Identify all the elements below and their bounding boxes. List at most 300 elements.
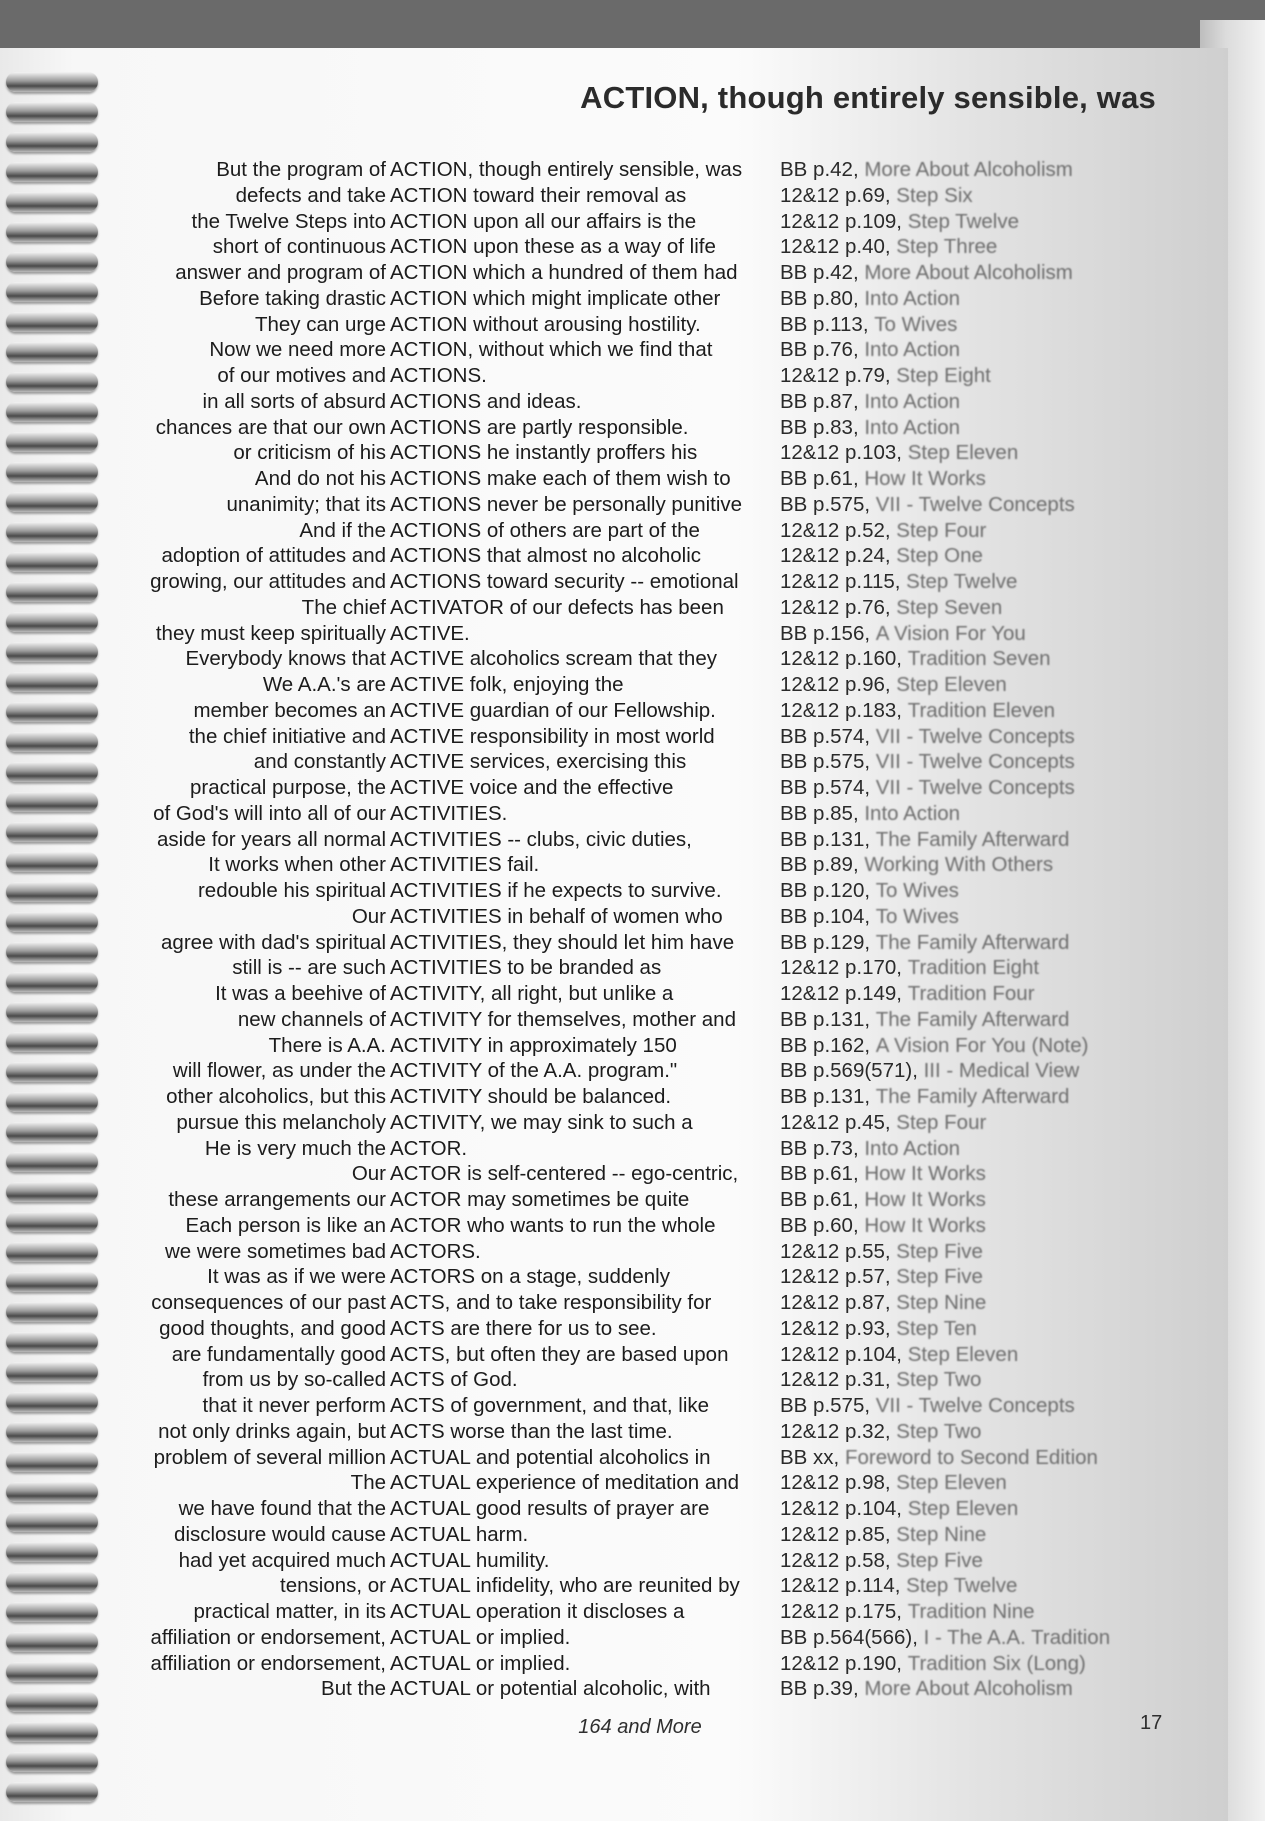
concordance-row	[128, 724, 1120, 750]
context-before: Our	[351, 904, 386, 928]
context-before: tensions, or	[280, 1574, 386, 1598]
source-chapter: Step Six	[896, 183, 973, 207]
source-chapter: A Vision For You (Note)	[875, 1033, 1089, 1057]
source-chapter: VII - Twelve Concepts	[875, 1394, 1075, 1417]
source-chapter: VII - Twelve Concepts	[875, 776, 1075, 799]
keyword-context: ACTIVITIES in behalf of women who	[390, 904, 723, 928]
source-page: 12&12 p.76,	[780, 595, 891, 619]
concordance-row	[128, 1651, 1120, 1677]
source-chapter: Into Action	[864, 338, 961, 362]
binding-coil	[6, 882, 98, 902]
concordance-row	[128, 1136, 1120, 1162]
source-page: 12&12 p.103,	[780, 441, 902, 465]
source-page: 12&12 p.55,	[780, 1239, 891, 1263]
source-chapter: Step Twelve	[906, 570, 1018, 593]
source-page: 12&12 p.57,	[780, 1265, 891, 1289]
binding-coil	[6, 822, 98, 842]
source-reference	[780, 955, 1120, 981]
concordance-row	[128, 1393, 1120, 1419]
concordance-row	[128, 595, 1120, 621]
source-page: 12&12 p.190,	[780, 1651, 902, 1675]
binding-coil	[6, 1662, 98, 1682]
concordance-row	[128, 1496, 1120, 1522]
context-before: disclosure would cause	[174, 1522, 386, 1546]
context-before: The	[350, 1471, 386, 1495]
source-chapter: Into Action	[864, 286, 961, 310]
source-page: BB p.129,	[780, 930, 871, 954]
binding-coil	[6, 1182, 98, 1202]
binding-coil	[6, 1002, 98, 1022]
source-reference	[780, 363, 1120, 389]
source-chapter: How It Works	[864, 467, 986, 490]
context-before: It was a beehive of	[215, 982, 386, 1005]
source-page: 12&12 p.109,	[780, 209, 902, 233]
source-chapter: Tradition Eleven	[907, 698, 1056, 722]
context-before: from us by so-called	[202, 1368, 386, 1392]
source-page: BB p.60,	[780, 1213, 859, 1237]
context-before: good thoughts, and good	[159, 1316, 386, 1340]
binding-coil	[6, 1032, 98, 1052]
concordance-row	[128, 1342, 1120, 1368]
keyword-context: ACTIVE voice and the effective	[390, 776, 674, 799]
keyword-context: ACTIONS.	[390, 364, 487, 387]
context-before: short of continuous	[212, 235, 386, 259]
keyword-context: ACTIVE alcoholics scream that they	[390, 647, 717, 671]
concordance-row	[128, 1161, 1120, 1187]
source-page: BB p.156,	[780, 621, 871, 645]
source-chapter: How It Works	[864, 1213, 986, 1237]
context-before: practical matter, in its	[193, 1600, 386, 1623]
binding-coil	[6, 492, 98, 512]
concordance-row	[128, 1213, 1120, 1239]
concordance-row	[128, 260, 1120, 286]
context-before: in all sorts of absurd	[202, 389, 386, 413]
source-reference	[780, 415, 1120, 441]
source-page: BB p.61,	[780, 1162, 859, 1186]
binding-coil	[6, 582, 98, 602]
concordance-row	[128, 621, 1120, 647]
source-reference	[780, 621, 1120, 647]
source-chapter: Step Eleven	[896, 1471, 1007, 1495]
context-before: It was as if we were	[207, 1265, 386, 1289]
source-page: 12&12 p.104,	[780, 1497, 902, 1520]
source-page: BB p.73,	[780, 1136, 859, 1160]
source-chapter: Tradition Six (Long)	[907, 1651, 1086, 1675]
concordance-row	[128, 389, 1120, 415]
binding-coil	[6, 1512, 98, 1532]
context-before: pursue this melancholy	[176, 1110, 386, 1134]
binding-coil	[6, 1302, 98, 1322]
concordance-row	[128, 1470, 1120, 1496]
concordance-row	[128, 1548, 1120, 1574]
source-chapter: Step Nine	[896, 1291, 987, 1314]
source-reference	[780, 1033, 1120, 1059]
keyword-context: ACTION upon all our affairs is the	[390, 209, 697, 233]
keyword-context: ACTORS on a stage, suddenly	[390, 1265, 670, 1289]
binding-coil	[6, 1482, 98, 1502]
concordance-row	[128, 1419, 1120, 1445]
keyword-context: ACTIVITIES.	[390, 801, 508, 825]
binding-coil	[6, 1752, 98, 1772]
concordance-row	[128, 466, 1120, 492]
keyword-context: ACTION, though entirely sensible, was	[390, 158, 743, 181]
concordance-row	[128, 801, 1120, 827]
concordance-list	[128, 157, 1120, 1702]
source-chapter: More About Alcoholism	[864, 261, 1073, 284]
source-chapter: Step Three	[896, 235, 998, 259]
keyword-context: ACTUAL operation it discloses a	[390, 1600, 685, 1623]
source-reference	[780, 1573, 1120, 1599]
source-page: 12&12 p.98,	[780, 1471, 891, 1495]
binding-coil	[6, 1572, 98, 1592]
context-before: will flower, as under the	[172, 1059, 386, 1083]
context-before: not only drinks again, but	[158, 1419, 386, 1443]
context-before: It works when other	[208, 853, 386, 877]
source-page: BB p.42,	[780, 158, 859, 181]
source-chapter: Step Twelve	[906, 1574, 1018, 1598]
binding-coil	[6, 642, 98, 662]
concordance-row	[128, 492, 1120, 518]
binding-coil	[6, 972, 98, 992]
source-page: BB p.85,	[780, 801, 859, 825]
source-chapter: Step Four	[896, 518, 987, 542]
keyword-context: ACTIONS that almost no alcoholic	[390, 544, 702, 568]
source-chapter: A Vision For You	[875, 621, 1026, 645]
concordance-row	[128, 1290, 1120, 1316]
source-page: BB p.575,	[780, 750, 871, 774]
binding-coil	[6, 672, 98, 692]
source-page: BB p.87,	[780, 389, 859, 413]
source-reference	[780, 260, 1120, 286]
concordance-row	[128, 363, 1120, 389]
binding-coil	[6, 1362, 98, 1382]
source-reference	[780, 1522, 1120, 1548]
source-chapter: The Family Afterward	[875, 930, 1070, 954]
binding-coil	[6, 702, 98, 722]
context-before: other alcoholics, but this	[166, 1085, 386, 1108]
keyword-context: ACTIONS toward security -- emotional	[390, 570, 739, 593]
keyword-context: ACTS, but often they are based upon	[390, 1342, 729, 1366]
source-chapter: More About Alcoholism	[864, 1677, 1073, 1701]
keyword-context: ACTUAL experience of meditation and	[390, 1471, 740, 1495]
context-before: consequences of our past	[151, 1291, 386, 1314]
context-before: But the program of	[216, 158, 386, 181]
context-before: He is very much the	[204, 1136, 386, 1160]
source-page: 12&12 p.183,	[780, 698, 902, 722]
keyword-context: ACTORS.	[390, 1239, 481, 1263]
source-chapter: How It Works	[864, 1188, 986, 1211]
concordance-row	[128, 157, 1120, 183]
binding-coil	[6, 342, 98, 362]
source-reference	[780, 492, 1120, 518]
source-reference	[780, 930, 1120, 956]
source-page: 12&12 p.104,	[780, 1342, 902, 1366]
source-page: BB p.120,	[780, 879, 871, 902]
binding-coil	[6, 432, 98, 452]
concordance-row	[128, 1264, 1120, 1290]
binding-coil	[6, 1152, 98, 1172]
source-chapter: The Family Afterward	[875, 827, 1070, 851]
binding-coil	[6, 192, 98, 212]
source-reference	[780, 1651, 1120, 1677]
binding-coil	[6, 72, 98, 92]
context-before: redouble his spiritual	[197, 879, 386, 902]
source-page: BB p.83,	[780, 415, 859, 439]
source-page: BB p.574,	[780, 776, 871, 799]
binding-coil	[6, 1212, 98, 1232]
concordance-row	[128, 672, 1120, 698]
source-reference	[780, 1367, 1120, 1393]
keyword-context: ACTIVITIES -- clubs, civic duties,	[390, 827, 692, 851]
source-reference	[780, 157, 1120, 183]
source-page: BB p.564(566),	[780, 1625, 918, 1649]
keyword-context: ACTUAL harm.	[390, 1522, 529, 1546]
source-chapter: VII - Twelve Concepts	[875, 724, 1075, 748]
source-chapter: To Wives	[875, 904, 959, 928]
keyword-context: ACTION without arousing hostility.	[390, 312, 701, 336]
source-reference	[780, 1676, 1120, 1702]
book-page	[0, 48, 1228, 1821]
context-before: the chief initiative and	[188, 724, 386, 748]
source-reference	[780, 440, 1120, 466]
binding-coil	[6, 252, 98, 272]
source-page: 12&12 p.69,	[780, 183, 891, 207]
source-reference	[780, 234, 1120, 260]
source-page: BB p.575,	[780, 1394, 871, 1417]
keyword-context: ACTS worse than the last time.	[390, 1419, 673, 1443]
concordance-row	[128, 1239, 1120, 1265]
binding-coil	[6, 522, 98, 542]
context-before: these arrangements our	[168, 1188, 386, 1211]
concordance-row	[128, 1676, 1120, 1702]
source-page: 12&12 p.58,	[780, 1548, 891, 1572]
binding-coil	[6, 132, 98, 152]
context-before: Our	[351, 1162, 386, 1186]
concordance-row	[128, 209, 1120, 235]
concordance-row	[128, 1058, 1120, 1084]
source-reference	[780, 827, 1120, 853]
keyword-context: ACTIVITY, we may sink to such a	[390, 1110, 693, 1134]
source-page: BB p.131,	[780, 1085, 871, 1108]
keyword-context: ACTOR may sometimes be quite	[390, 1188, 690, 1211]
keyword-context: ACTIONS he instantly proffers his	[390, 441, 698, 465]
source-chapter: The Family Afterward	[875, 1085, 1070, 1108]
source-chapter: Step Eight	[896, 364, 991, 387]
concordance-row	[128, 1367, 1120, 1393]
context-before: of our motives and	[217, 364, 386, 387]
source-reference	[780, 1007, 1120, 1033]
keyword-context: ACTION which a hundred of them had	[390, 261, 738, 284]
concordance-row	[128, 1599, 1120, 1625]
context-before: or criticism of his	[233, 441, 386, 465]
concordance-row	[128, 1084, 1120, 1110]
binding-coil	[6, 372, 98, 392]
keyword-context: ACTIONS of others are part of the	[390, 518, 700, 542]
concordance-row	[128, 337, 1120, 363]
concordance-row	[128, 1033, 1120, 1059]
keyword-context: ACTIVITY should be balanced.	[390, 1085, 672, 1108]
source-reference	[780, 569, 1120, 595]
source-reference	[780, 801, 1120, 827]
binding-coil	[6, 912, 98, 932]
source-reference	[780, 183, 1120, 209]
source-chapter: III - Medical View	[923, 1059, 1080, 1083]
source-page: 12&12 p.114,	[780, 1574, 901, 1598]
source-chapter: Working With Others	[864, 853, 1054, 877]
binding-coil	[6, 1632, 98, 1652]
keyword-context: ACTIONS are partly responsible.	[390, 415, 689, 439]
keyword-context: ACTIONS and ideas.	[390, 389, 582, 413]
source-reference	[780, 286, 1120, 312]
source-chapter: Into Action	[864, 415, 961, 439]
context-before: adoption of attitudes and	[161, 544, 386, 568]
context-before: growing, our attitudes and	[150, 570, 386, 593]
keyword-context: ACTIVE folk, enjoying the	[390, 673, 624, 696]
context-before: and constantly	[253, 750, 386, 774]
source-reference	[780, 1548, 1120, 1574]
binding-coil	[6, 312, 98, 332]
keyword-context: ACTIVITIES to be branded as	[390, 956, 662, 980]
source-chapter: Tradition Seven	[907, 647, 1051, 671]
source-reference	[780, 1625, 1120, 1651]
keyword-context: ACTOR.	[390, 1136, 468, 1160]
source-reference	[780, 518, 1120, 544]
source-chapter: Step Eleven	[907, 1342, 1019, 1366]
source-chapter: Step Two	[896, 1419, 982, 1443]
source-reference	[780, 543, 1120, 569]
context-before: Each person is like an	[185, 1213, 386, 1237]
context-before: we have found that the	[178, 1497, 386, 1520]
keyword-context: ACTIVITY in approximately 150	[390, 1033, 677, 1057]
context-before: They can urge	[254, 312, 386, 336]
source-page: BB p.104,	[780, 904, 871, 928]
keyword-context: ACTIVE services, exercising this	[390, 750, 687, 774]
source-reference	[780, 1187, 1120, 1213]
concordance-row	[128, 1316, 1120, 1342]
source-reference	[780, 1213, 1120, 1239]
binding-coil	[6, 792, 98, 812]
binding-coil	[6, 102, 98, 122]
source-chapter: Into Action	[864, 1136, 961, 1160]
source-chapter: VII - Twelve Concepts	[875, 750, 1075, 774]
concordance-row	[128, 1187, 1120, 1213]
source-reference	[780, 775, 1120, 801]
source-chapter: Step Five	[896, 1548, 983, 1572]
source-page: BB p.61,	[780, 1188, 859, 1211]
context-before: still is -- are such	[232, 956, 386, 980]
keyword-context: ACTIONS make each of them wish to	[390, 467, 731, 490]
concordance-row	[128, 981, 1120, 1007]
context-before: The chief	[301, 595, 386, 619]
source-chapter: Into Action	[864, 389, 961, 413]
source-chapter: More About Alcoholism	[864, 158, 1073, 181]
source-reference	[780, 1445, 1120, 1471]
keyword-context: ACTIVITIES, they should let him have	[390, 930, 735, 954]
source-page: 12&12 p.52,	[780, 518, 891, 542]
source-reference	[780, 1419, 1120, 1445]
keyword-context: ACTIVE.	[390, 621, 470, 645]
binding-coil	[6, 612, 98, 632]
context-before: Before taking drastic	[199, 286, 386, 310]
concordance-row	[128, 827, 1120, 853]
source-chapter: To Wives	[875, 879, 959, 902]
binding-coil	[6, 1782, 98, 1802]
keyword-context: ACTUAL and potential alcoholics in	[390, 1445, 711, 1469]
source-page: BB p.42,	[780, 261, 859, 284]
binding-coil	[6, 222, 98, 242]
source-reference	[780, 698, 1120, 724]
context-before: answer and program of	[175, 261, 386, 284]
concordance-row	[128, 569, 1120, 595]
context-before: we were sometimes bad	[164, 1239, 386, 1263]
context-before: Now we need more	[209, 338, 386, 362]
keyword-context: ACTIONS never be personally punitive	[390, 492, 743, 516]
context-before: aside for years all normal	[156, 827, 386, 851]
source-chapter: Step Seven	[896, 595, 1003, 619]
source-chapter: The Family Afterward	[875, 1007, 1070, 1031]
source-page: 12&12 p.40,	[780, 235, 891, 259]
keyword-context: ACTION toward their removal as	[390, 183, 687, 207]
source-page: BB p.574,	[780, 724, 871, 748]
source-page: 12&12 p.175,	[780, 1600, 902, 1623]
source-reference	[780, 1599, 1120, 1625]
binding-coil	[6, 762, 98, 782]
keyword-context: ACTUAL infidelity, who are reunited by	[390, 1574, 740, 1598]
source-reference	[780, 1110, 1120, 1136]
source-reference	[780, 1084, 1120, 1110]
source-chapter: Step Five	[896, 1265, 983, 1289]
binding-coil	[6, 1452, 98, 1472]
keyword-context: ACTIVATOR of our defects has been	[390, 595, 724, 619]
binding-coil	[6, 552, 98, 572]
context-before: unanimity; that its	[226, 492, 386, 516]
concordance-row	[128, 878, 1120, 904]
context-before: had yet acquired much	[178, 1548, 386, 1572]
concordance-row	[128, 1522, 1120, 1548]
source-reference	[780, 1136, 1120, 1162]
concordance-row	[128, 775, 1120, 801]
source-reference	[780, 852, 1120, 878]
keyword-context: ACTOR is self-centered -- ego-centric,	[390, 1162, 739, 1186]
source-chapter: Tradition Four	[907, 982, 1035, 1005]
keyword-context: ACTS are there for us to see.	[390, 1316, 657, 1340]
binding-coil	[6, 282, 98, 302]
source-chapter: Step One	[896, 544, 983, 568]
source-page: 12&12 p.115,	[780, 570, 901, 593]
source-page: BB p.61,	[780, 467, 859, 490]
concordance-row	[128, 1625, 1120, 1651]
context-before: that it never perform	[202, 1394, 386, 1417]
source-page: BB p.569(571),	[780, 1059, 918, 1083]
context-before: member becomes an	[193, 698, 386, 722]
keyword-context: ACTS of God.	[390, 1368, 518, 1392]
concordance-row	[128, 312, 1120, 338]
source-chapter: Tradition Eight	[907, 956, 1040, 980]
keyword-context: ACTION, without which we find that	[390, 338, 713, 362]
context-before: the Twelve Steps into	[191, 209, 386, 233]
source-reference	[780, 724, 1120, 750]
keyword-context: ACTS of government, and that, like	[390, 1394, 710, 1417]
binding-coil	[6, 1602, 98, 1622]
binding-coil	[6, 1542, 98, 1562]
concordance-row	[128, 286, 1120, 312]
keyword-context: ACTUAL humility.	[390, 1548, 550, 1572]
source-reference	[780, 878, 1120, 904]
source-page: 12&12 p.31,	[780, 1368, 891, 1392]
concordance-row	[128, 1007, 1120, 1033]
binding-coil	[6, 1092, 98, 1112]
source-reference	[780, 646, 1120, 672]
